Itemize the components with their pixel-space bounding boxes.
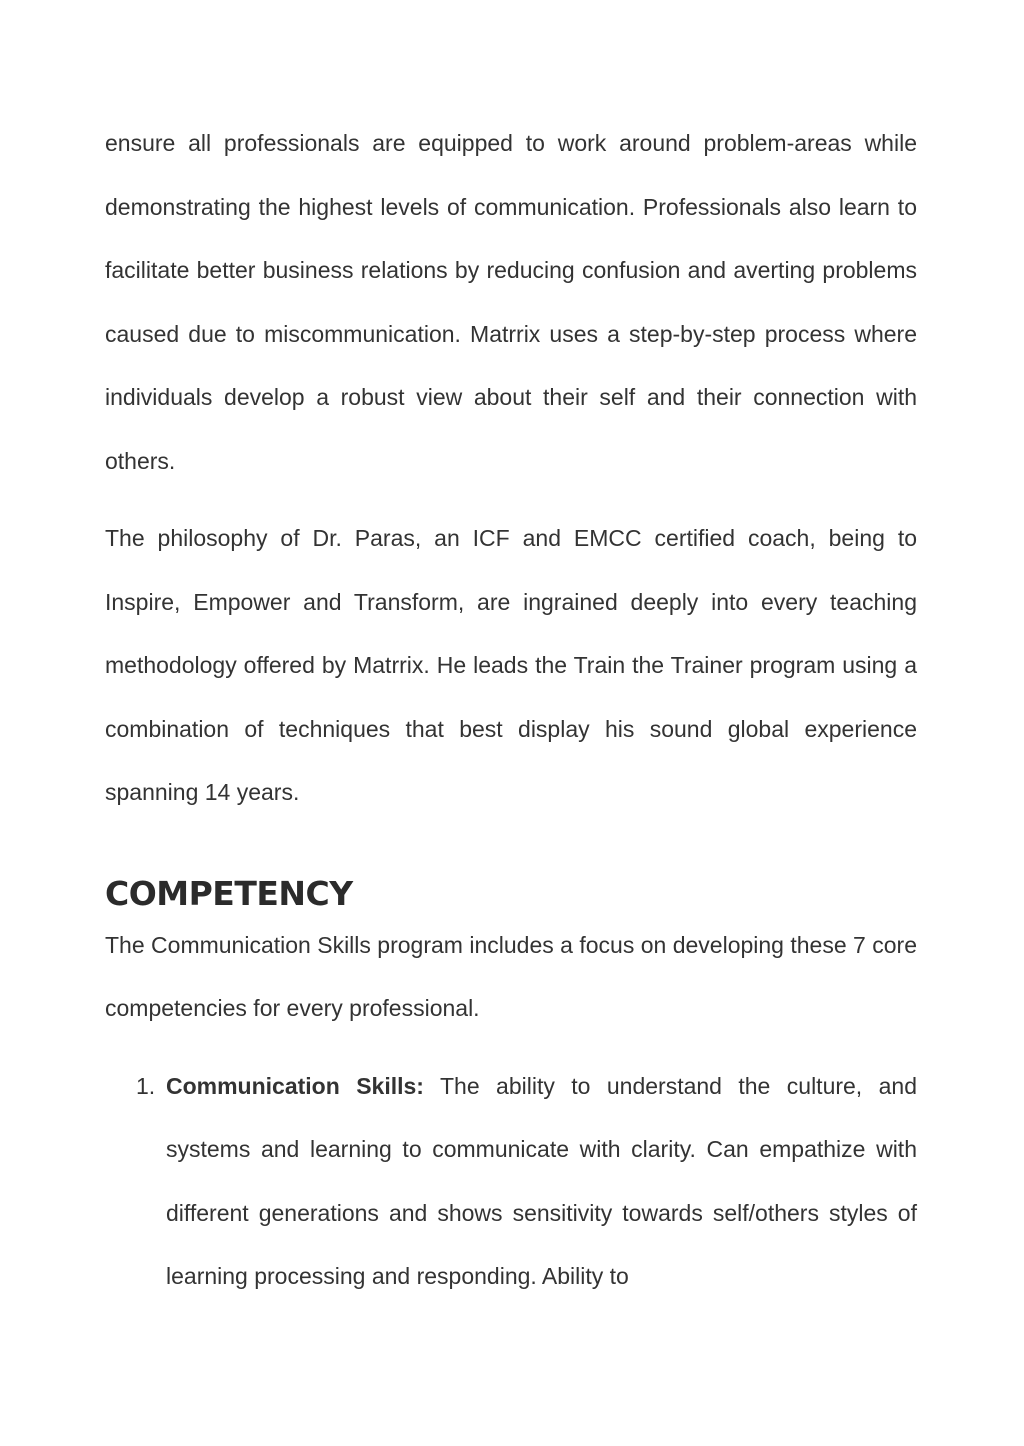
list-item-number: 1. xyxy=(136,1072,156,1099)
section-heading-competency: COMPETENCY xyxy=(105,873,353,913)
body-paragraph-1: ensure all professionals are equipped to work around problem-areas while demonstrating the highest levels of communication. Professionals also learn to facilitate better business relations by reducing confusion and averting problems caused due to miscommunication. Matrrix uses a step-by-step process where individuals develop a robust view about their self and their connection with others. xyxy=(105,130,917,474)
list-item xyxy=(105,1055,917,1309)
competency-list xyxy=(105,1055,917,1309)
document-page xyxy=(105,112,917,1309)
list-item-text: The ability to understand the culture, and systems and learning to communicate with clarity. Can empathize with different generations and shows sensitivity towards self/others styles of learning processing and responding. Ability to xyxy=(166,1072,917,1289)
body-paragraph-2: The philosophy of Dr. Paras, an ICF and EMCC certified coach, being to Inspire, Empower and Transform, are ingrained deeply into every teaching methodology offered by Matrrix. He leads the Train the Trainer program using a combination of techniques that best display his sound global experience spanning 14 years. xyxy=(105,525,917,805)
list-item-term: Communication Skills: xyxy=(166,1072,424,1099)
competency-intro: The Communication Skills program includes a focus on developing these 7 core competencies for every professional. xyxy=(105,931,917,1021)
